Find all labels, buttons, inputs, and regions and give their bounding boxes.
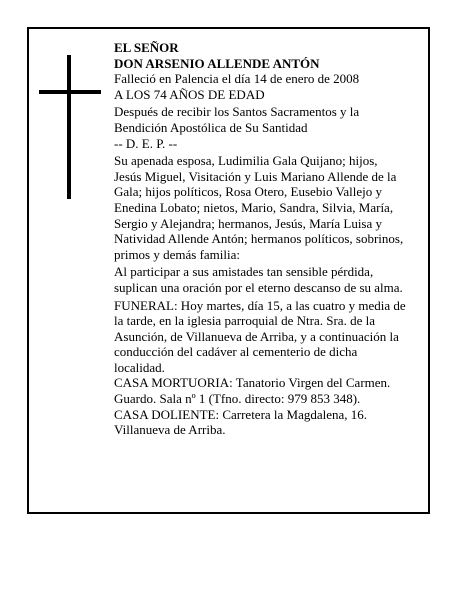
funeral-line-3: Asunción, de Villanueva de Arriba, y a continuación la (114, 328, 399, 344)
age-line: A LOS 74 AÑOS DE EDAD (114, 86, 265, 102)
funeral-line-4: conducción del cadáver al cementerio de dicha (114, 344, 358, 360)
mortuary-line-2: Guardo. Sala nº 1 (Tfno. directo: 979 853 348). (114, 391, 361, 407)
home-line-1: CASA DOLIENTE: Carretera la Magdalena, 16. (114, 406, 368, 422)
funeral-line-2: la tarde, en la iglesia parroquial de Ntra. Sra. de la (114, 313, 375, 329)
family-line-2: Jesús Miguel, Visitación y Luis Mariano Allende de la (114, 168, 397, 184)
dep-line: -- D. E. P. -- (114, 135, 178, 151)
cross-horizontal-bar (39, 90, 101, 94)
family-line-1: Su apenada esposa, Ludimilia Gala Quijano; hijos, (114, 153, 378, 169)
request-line-1: Al participar a sus amistades tan sensible pérdida, (114, 264, 374, 280)
funeral-line-5: localidad. (114, 359, 165, 375)
obituary-notice (27, 27, 430, 514)
sacraments-line-2: Bendición Apostólica de Su Santidad (114, 119, 308, 135)
family-line-3: Gala; hijos políticos, Rosa Otero, Eusebio Vallejo y (114, 184, 383, 200)
request-line-2: suplican una oración por el eterno descanso de su alma. (114, 279, 403, 295)
family-line-4: Enedina Lobato; nietos, Mario, Sandra, Silvia, María, (114, 199, 394, 215)
cross-vertical-bar (67, 55, 71, 199)
mortuary-line-1: CASA MORTUORIA: Tanatorio Virgen del Carmen. (114, 375, 391, 391)
funeral-line-1: FUNERAL: Hoy martes, día 15, a las cuatro y media de (114, 297, 406, 313)
sacraments-line-1: Después de recibir los Santos Sacramentos y la (114, 104, 360, 120)
notice-text (114, 40, 424, 438)
title-line-2: DON ARSENIO ALLENDE ANTÓN (114, 55, 320, 71)
family-line-6: Natividad Allende Antón; hermanos políticos, sobrinos, (114, 231, 404, 247)
home-line-2: Villanueva de Arriba. (114, 422, 226, 438)
cross-icon (39, 55, 101, 199)
family-line-7: primos y demás familia: (114, 246, 241, 262)
death-line: Falleció en Palencia el día 14 de enero de 2008 (114, 71, 360, 87)
title-line-1: EL SEÑOR (114, 40, 179, 55)
family-line-5: Sergio y Alejandra; hermanos, Jesús, María Luisa y (114, 215, 383, 231)
